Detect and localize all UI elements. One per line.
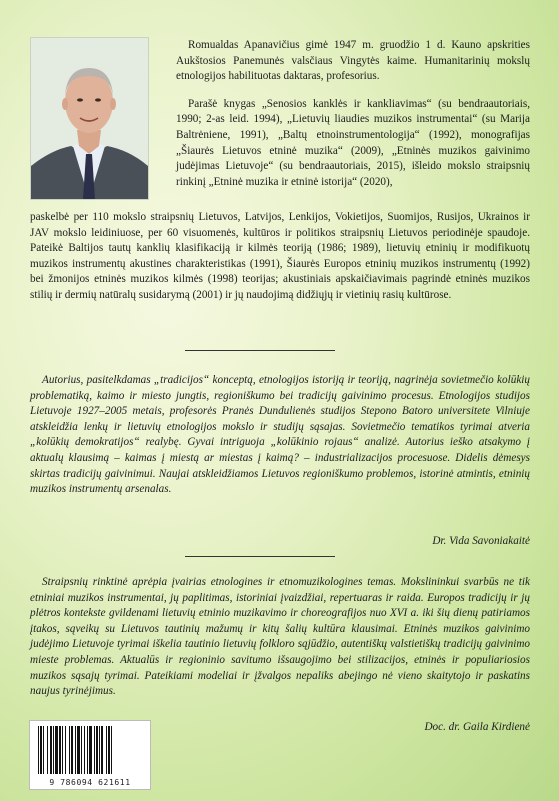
barcode-bar bbox=[43, 726, 44, 774]
barcode-bar bbox=[94, 726, 95, 774]
barcode-bar bbox=[55, 726, 58, 774]
barcode-bar bbox=[111, 726, 112, 774]
review-1 bbox=[30, 373, 530, 498]
review-1-text: Autorius, pasitelkdamas „tradicijos“ konceptą, etnologijos istoriją ir teoriją, nagrinėja sovietmečio kolūkių problematiką, kaimo ir miesto jungtis, regioniškumo bei tradicijų gaivinimo procesus. Etnologijos studijos Lietuvoje 1927–2005 metais, profesorės Pranės Dundulienės studijos Stepono Batoro universitete Vilniuje atskleidžia lenkų ir lietuvių etnologijos mokslo ir studijų sąsajas. Sovietmečio tematikos tyrimai atveria „kolūkių demokratijos“ realybę. Gyvai intriguoja „kolūkinio rojaus“ analizė. Autorius ieško atsakymo į aktualų klausimą – kaimas į miestą ar miestas į kaimą? – industrializacijos procesuose. Didelis dėmesys skirtas tradicijų gaivinimui. Naujai atskleidžiamos Lietuvos regioniškumo problemos, istorinė atmintis, etninių muzikos instrumentų arsenalas. bbox=[30, 374, 530, 496]
barcode-bar bbox=[108, 726, 110, 774]
divider-1 bbox=[185, 350, 335, 351]
barcode-bar bbox=[87, 726, 88, 774]
isbn-barcode bbox=[29, 720, 151, 790]
barcode-bar bbox=[40, 726, 42, 774]
barcode-bar bbox=[75, 726, 76, 774]
barcode-bar bbox=[77, 726, 80, 774]
barcode-bar bbox=[47, 726, 48, 774]
author-photo bbox=[30, 37, 149, 200]
barcode-number: 9 786094 621611 bbox=[49, 778, 131, 787]
barcode-bar bbox=[106, 726, 107, 774]
barcode-bar bbox=[99, 726, 100, 774]
review-1-signature: Dr. Vida Savoniakaitė bbox=[432, 535, 530, 547]
author-bio bbox=[176, 38, 530, 202]
barcode-bars bbox=[30, 721, 150, 777]
review-2-signature: Doc. dr. Gaila Kirdienė bbox=[424, 721, 530, 733]
barcode-bar bbox=[38, 726, 39, 774]
barcode-bar bbox=[50, 726, 52, 774]
review-2 bbox=[30, 575, 530, 700]
barcode-bar bbox=[53, 726, 54, 774]
barcode-bar bbox=[62, 726, 63, 774]
bio-paragraph-2-continued: paskelbė per 110 mokslo straipsnių Lietuvos, Latvijos, Lenkijos, Vokietijos, Suomijos, Rusijos, Ukrainos ir JAV mokslo leidiniuose, per 60 visuomenės, kultūros ir politikos straipsnių Lietuvos periodinėje spaudoje. Pateikė Baltijos tautų kanklių klasifikaciją ir kilmės teoriją (1986; 1989), lietuvių etninių ir modifikuotų muzikos instrumentų akustines charakteristikas (1991), Šiaurės Europos etninių muzikos instrumentų (1992) bei žmonijos etninės muzikos kilmės (1998) teorijas; akustiniais apskaičiavimais pagrindė etninės muzikos stilių ir dermių natūralų susidarymą (2001) ir jų naudojimą didžiųjų ir vietinių rasių kultūrose. bbox=[30, 211, 530, 301]
barcode-bar bbox=[81, 726, 82, 774]
divider-2 bbox=[185, 556, 335, 557]
barcode-bar bbox=[59, 726, 61, 774]
review-2-text: Straipsnių rinktinė aprėpia įvairias etnologines ir etnomuzikologines temas. Mokslininkui svarbūs ne tik etniniai muzikos instrumentai, jų paplitimas, istoriniai įvaizdžiai, repertuaras ir raida. Europos tradicijų ir jų plėtros kontekste gvildenami lietuvių etninio muzikavimo ir choreografijos nuo XVI a. iki šių dienų patiriamos įtakos, sąveikų su Lietuvos tautinių mažumų ir kitų šalių kultūra klausimai. Etninės muzikos gaivinimo judėjimo Lietuvoje tyrimai iškelia tautinio lietuvių folkloro sąjūdžio, autentiškų valstietiškų tradicijų gaivinimo mieste problemas. Aktualūs ir regioninio savitumo išsaugojimo bei stilizacijos, etninės ir populiariosios muzikos sąsajų tyrimai. Pateikiami modeliai ir įžvalgos nepaliks abejingo nė vieno skaitytojo ir paskatins naujus tyrinėjimus. bbox=[30, 576, 530, 698]
barcode-bar bbox=[89, 726, 92, 774]
bio-paragraph-1: Romualdas Apanavičius gimė 1947 m. gruodžio 1 d. Kauno apskrities Aukštosios Panemunės valsčiaus Vingytės kaime. Humanitarinių mokslų etnologijos habilituotas daktaras, profesorius. bbox=[176, 39, 530, 83]
barcode-bar bbox=[71, 726, 73, 774]
bio-paragraph-2: Parašė knygas „Senosios kanklės ir kankliavimas“ (su bendraautoriais, 1990; 2-as leid. 1994), „Lietuvių liaudies muzikos instrumentai“ (su Marija Baltrėniene, 1991), „Baltų etnoinstrumentologija“ (1992), monografijas „Šiaurės Lietuvos etninė muzika“ (2009), „Etninės muzikos gaivinimo judėjimas Lietuvoje“ (su bendraautoriais, 2015), išleido mokslo straipsnių rinkinį „Etninė muzika ir etninė istorija“ (2020), bbox=[176, 97, 530, 188]
barcode-bar bbox=[84, 726, 85, 774]
barcode-bar bbox=[65, 726, 66, 774]
barcode-bar bbox=[101, 726, 103, 774]
barcode-bar bbox=[96, 726, 98, 774]
barcode-bar bbox=[69, 726, 70, 774]
